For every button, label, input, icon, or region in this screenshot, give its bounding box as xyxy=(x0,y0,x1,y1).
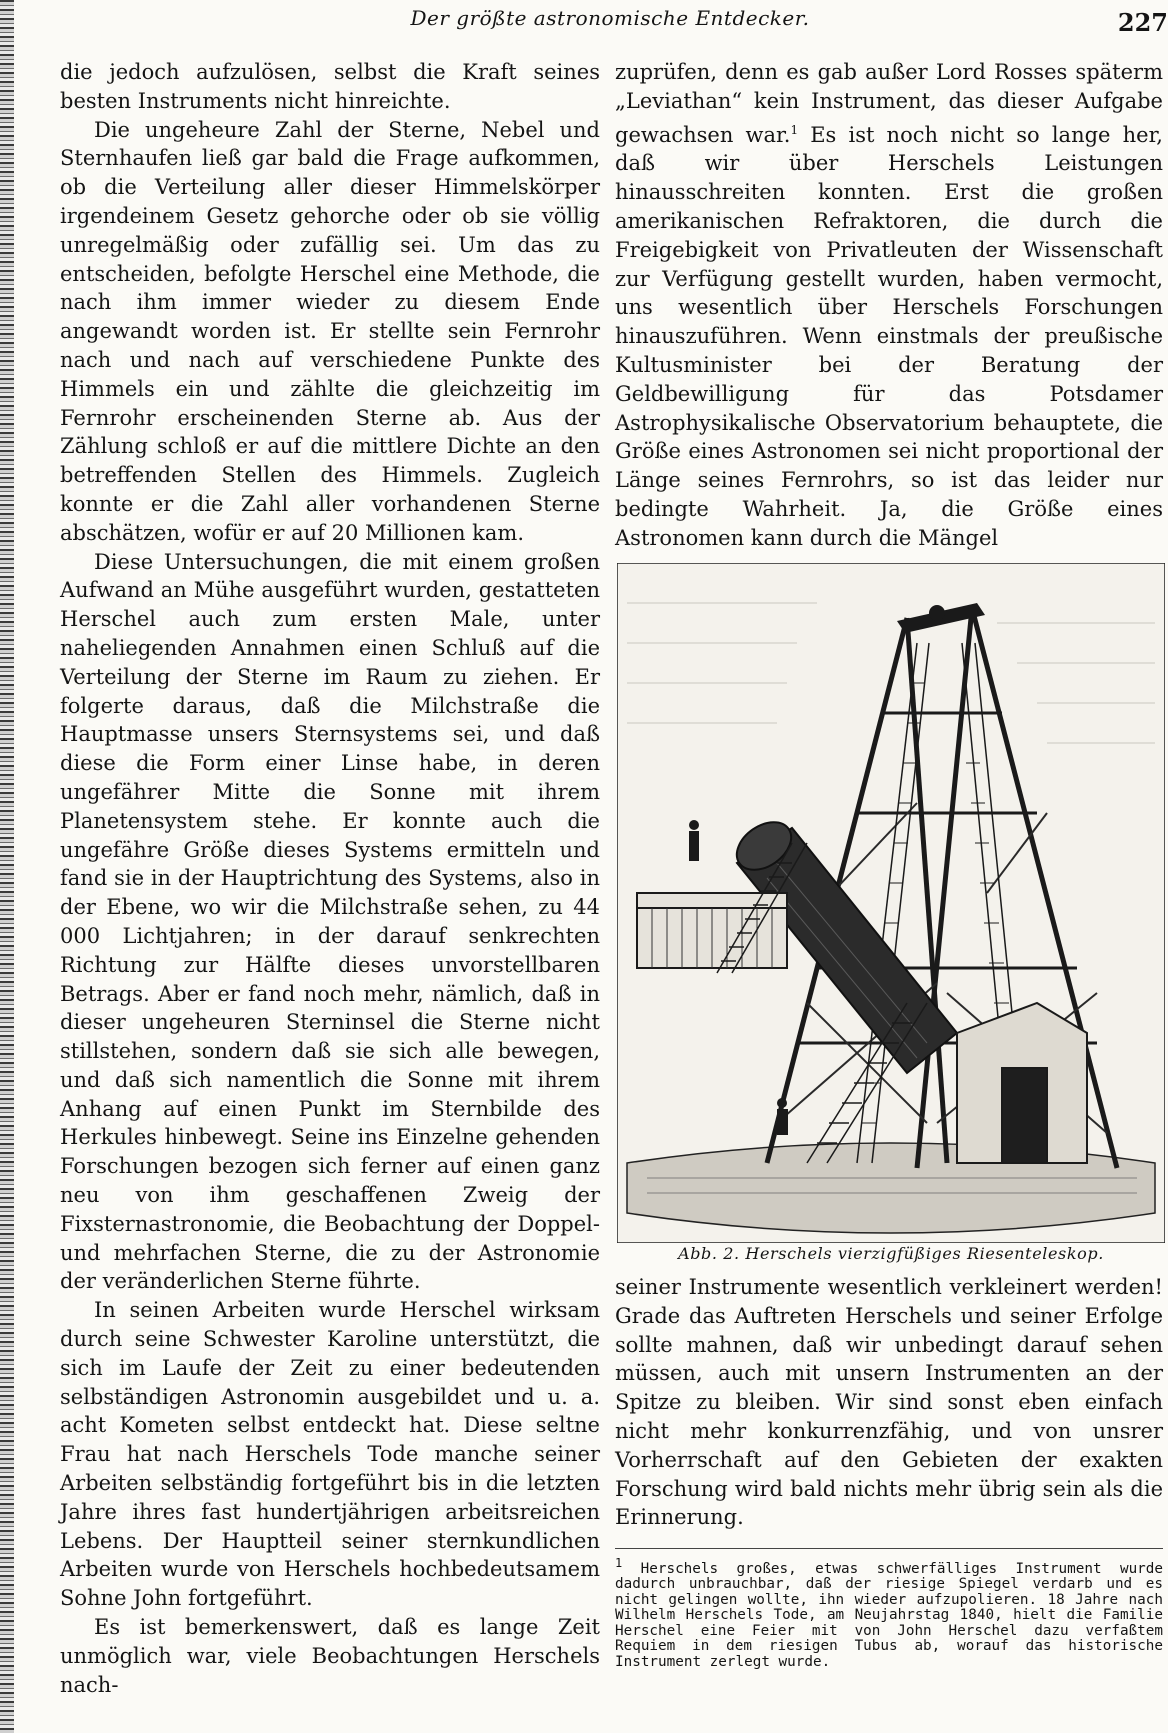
telescope-illustration xyxy=(617,563,1165,1243)
telescope-engraving-icon xyxy=(617,563,1165,1243)
page-header xyxy=(60,4,1168,38)
right-column-top xyxy=(615,58,1163,553)
footnote-marker: 1 xyxy=(615,1556,623,1570)
footnote-divider xyxy=(615,1548,1163,1549)
footnote-text: Herschels großes, etwas schwerfälliges Instrument wurde dadurch unbrauchbar, daß der riesige Spiegel verdarb und es nicht gelingen wollte, ihn wieder aufzupolieren. 18 Jahre nach Wilhelm Herschels Tode, am Neujahrstag 1840, hielt die Familie Herschel eine Feier mit von John Herschel dazu verfaßtem Requiem in dem riesigen Tubus ab, worauf das historische Instrument zerlegt wurde. xyxy=(615,1560,1163,1670)
left-paragraph-5: Es ist bemerkenswert, daß es lange Zeit unmöglich war, viele Beobachtungen Herschels nach- xyxy=(60,1615,600,1697)
figure-caption: Abb. 2. Herschels vierzigfüßiges Riesenteleskop. xyxy=(678,1244,1104,1263)
running-head: Der größte astronomische Entdecker. xyxy=(410,6,810,30)
left-paragraph-1: die jedoch aufzulösen, selbst die Kraft seines besten Instruments nicht hinreichte. xyxy=(60,60,600,113)
right-column-bottom xyxy=(615,1273,1163,1532)
page-gutter-edge xyxy=(0,0,14,1733)
left-column xyxy=(60,58,600,1699)
right-paragraph-2: seiner Instrumente wesentlich verkleinert werden! Grade das Auftreten Herschels und seiner Erfolge sollte mahnen, daß wir unbedingt darauf sehen müssen, auch mit unsern Instrumenten an der Spitze zu bleiben. Wir sind sonst eben einfach nicht mehr konkurrenzfähig, und von unsrer Vorherrschaft auf den Gebieten der exakten Forschung wird bald nichts mehr übrig sein als die Erinnerung. xyxy=(615,1275,1163,1530)
right-paragraph-1-part-b: Es ist noch nicht so lange her, daß wir über Herschels Leistungen hinausschreiten konnten. Erst die großen amerikanischen Refraktoren, die durch die Freigebigkeit von Privatleuten der Wissenschaft zur Verfügung gestellt wurden, haben vermocht, uns wesentlich über Herschels Forschungen hinauszuführen. Wenn einstmals der preußische Kultusminister bei der Beratung der Geldbewilligung für das Potsdamer Astrophysikalische Observatorium behauptete, die Größe eines Astronomen sei nicht proportional der Länge seines Fernrohrs, so ist das leider nur bedingte Wahrheit. Ja, die Größe eines Astronomen kann durch die Mängel xyxy=(615,122,1163,550)
right-paragraph-1-part-a: zuprüfen, denn es gab außer Lord Rosses späterm „Leviathan“ kein Instrument, das dieser Aufgabe gewachsen war. xyxy=(615,60,1163,147)
left-paragraph-3: Diese Untersuchungen, die mit einem großen Aufwand an Mühe ausgeführt wurden, gestatteten Herschel auch zum ersten Male, unter naheliegenden Annahmen einen Schluß auf die Verteilung der Sterne im Raum zu ziehen. Er folgerte daraus, daß die Milchstraße die Hauptmasse unsers Sternsystems sei, und daß diese die Form einer Linse habe, in deren ungefährer Mitte die Sonne mit ihrem Planetensystem stehe. Er konnte auch die ungefähre Größe dieses Systems ermitteln und fand sie in der Hauptrichtung des Systems, also in der Ebene, wo wir die Milchstraße sehen, zu 44 000 Lichtjahren; in der darauf senkrechten Richtung zur Hälfte dieses unvorstellbaren Betrags. Aber er fand noch mehr, nämlich, daß in dieser ungeheuren Sterninsel die Sterne nicht stillstehen, sondern daß sie sich alle bewegen, und daß sich namentlich die Sonne mit ihrem Anhang auf einen Punkt im Sternbilde des Herkules hinbewegt. Seine ins Einzelne gehenden Forschungen bezogen sich ferner auf einen ganz neu von ihm geschaffenen Zweig der Fixsternastronomie, die Beobachtung der Doppel- und mehrfachen Sterne, die zu der Astronomie der veränderlichen Sterne führte. xyxy=(60,549,600,1294)
footnote xyxy=(615,1556,1163,1670)
left-paragraph-2: Die ungeheure Zahl der Sterne, Nebel und Sternhaufen ließ gar bald die Frage aufkommen, ob die Verteilung aller dieser Himmelskörper irgendeinem Gesetz gehorche oder ob sie völlig unregelmäßig oder zufällig sei. Um das zu entscheiden, befolgte Herschel eine Methode, die nach ihm immer wieder zu diesem Ende angewandt worden ist. Er stellte sein Fernrohr nach und nach auf verschiedene Punkte des Himmels ein und zählte die gleichzeitig im Fernrohr erscheinenden Sterne ab. Aus der Zählung schloß er auf die mittlere Dichte an den betreffenden Stellen des Himmels. Zugleich konnte er die Zahl aller vorhandenen Sterne abschätzen, wofür er auf 20 Millionen kam. xyxy=(60,117,600,545)
footnote-reference: 1 xyxy=(790,122,799,137)
page-number: 227 xyxy=(1117,8,1168,37)
right-paragraph-1 xyxy=(615,58,1163,553)
left-paragraph-4: In seinen Arbeiten wurde Herschel wirksam durch seine Schwester Karoline unterstützt, die sich im Laufe der Zeit zu einer bedeutenden selbständigen Astronomin ausgebildet und u. a. acht Kometen selbst entdeckt hat. Diese seltne Frau hat nach Herschels Tode manche seiner Arbeiten selbständig fortgeführt bis in die letzten Jahre ihres fast hundertjährigen arbeitsreichen Lebens. Der Hauptteil seiner sternkundlichen Arbeiten wurde von Herschels hochbedeutsamem Sohne John fortgeführt. xyxy=(60,1298,600,1611)
